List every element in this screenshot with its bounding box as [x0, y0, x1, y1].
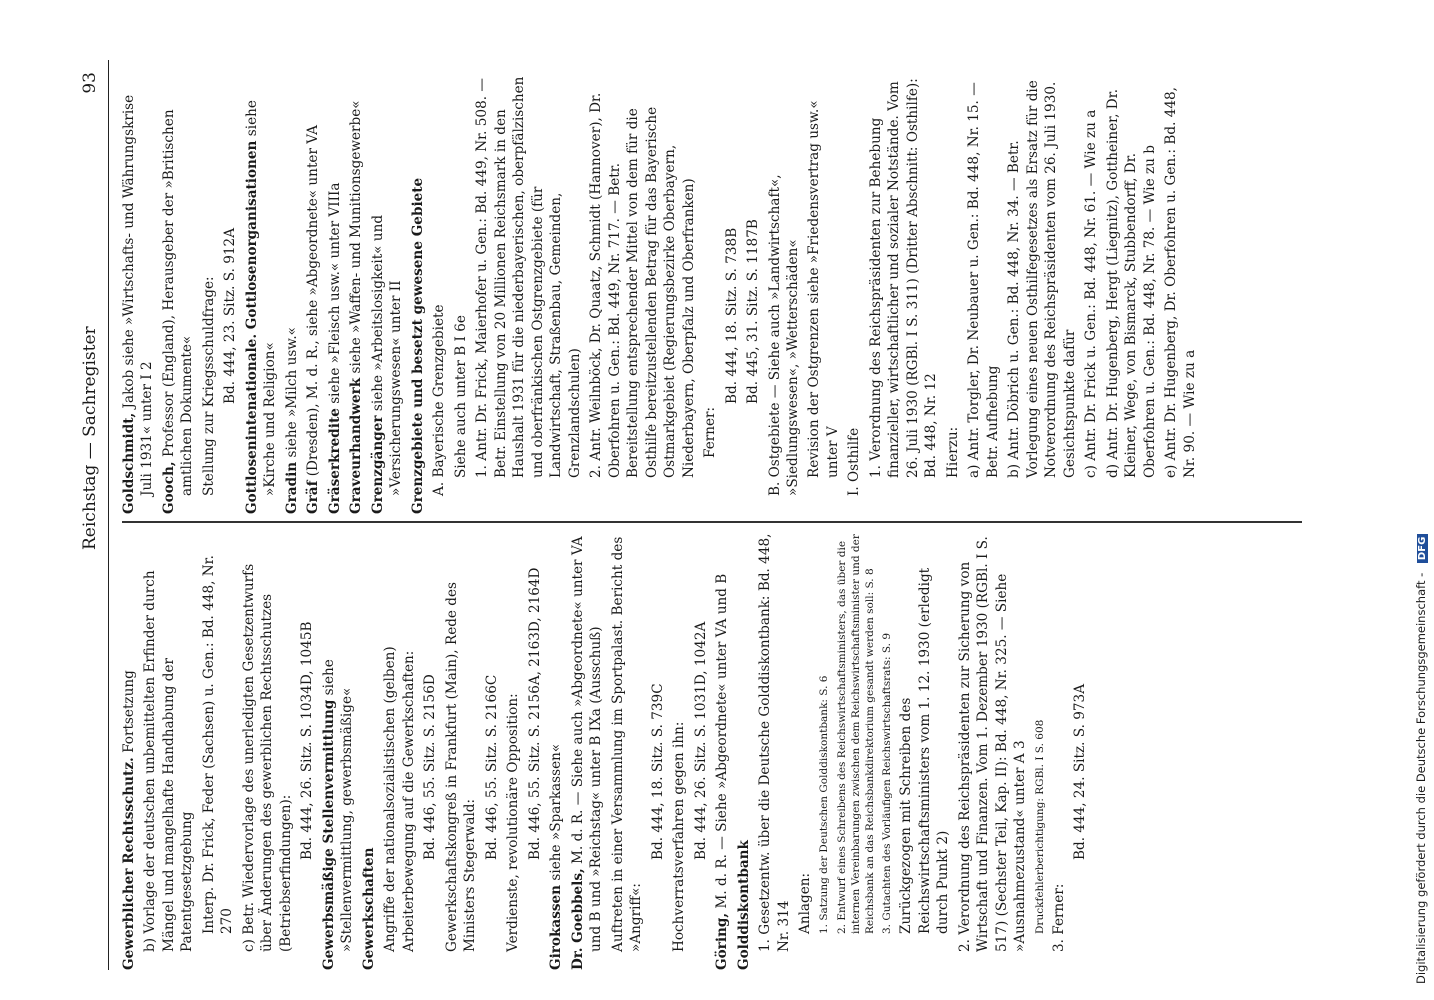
page-header: [78, 60, 109, 970]
subentry: b) Vorlage der deutschen unbemittelten Erfinder durch Mängel und mangelhafte Handhabung der Patentgesetzgebung: [142, 570, 196, 952]
volume-reference: Bd. 446, 55. Sitz. S. 2166C: [483, 674, 500, 860]
subentry: Hochverratsverfahren gegen ihn:: [671, 721, 688, 952]
entry-text: M. d. R. — Siehe »Abgeordnete« unter VA und B: [714, 573, 731, 913]
entry-heading: Gräf: [305, 480, 322, 514]
index-entry: [304, 74, 322, 514]
entry-heading: Gradin: [283, 461, 300, 514]
subentry: Interp. Dr. Frick, Feder (Sachsen) u. Gen.: Bd. 448, Nr. 270: [200, 555, 236, 934]
entry-heading: Graveurhandwerk: [348, 377, 365, 514]
subentry: Gewerkschaftskongreß in Frankfurt (Main), Rede des Ministers Stegerwald:: [443, 581, 479, 952]
entry-text: siehe »Stellenvermittlung, gewerbsmäßige«: [320, 659, 356, 952]
funding-note: [1414, 0, 1434, 984]
subentry: 2. Verordnung des Reichspräsidenten zur Sicherung von Wirtschaft und Finanzen. Vom 1. Dezember 1930 (RGBl. I S. 517) (Sechster Teil, Kap. II): Bd. 448, Nr. 325. — Siehe »Ausnahmezustand« unter A 3: [956, 536, 1029, 952]
entry-text: siehe »Sparkassen«: [548, 743, 565, 885]
subentry: Revision der Ostgrenzen siehe »Friedensvertrag usw.« unter V: [806, 100, 841, 478]
volume-reference: Bd. 446, 55. Sitz. S. 2156D: [422, 674, 439, 860]
volume-reference: Bd. 445, 31. Sitz. S. 1187B: [745, 219, 762, 404]
entry-text: siehe »Waffen- und Munitionsgewerbe«: [348, 100, 365, 378]
entry-heading: Gewerkschaften: [360, 847, 377, 970]
subentry: Druckfehlerberichtigung: RGBl. I S. 608: [1033, 719, 1046, 934]
subentry: I. Osthilfe: [846, 427, 863, 496]
subentry: Hierzu:: [944, 426, 961, 478]
entry-heading: Golddiskontbank: [735, 840, 752, 970]
entry-text: (Dresden), M. d. R., siehe »Abgeordnete« unter VA: [305, 125, 322, 481]
subentry: Stellung zur Kriegsschuldfrage:: [200, 276, 217, 496]
subentry: b) Antr. Döbrich u. Gen.: Bd. 448, Nr. 34. — Betr. Vorlegung eines neuen Osthilfegesetzes als Ersatz für die Notverordnung des Reichspräsidenten vom 26. Juli 1930. Gesichtspunkte dafür: [1006, 80, 1078, 478]
index-entry: [120, 74, 157, 514]
entry-text: Jakob siehe »Wirtschafts- und Währungskrise Juli 1931« unter I 2: [121, 94, 156, 496]
index-entry: [569, 530, 606, 970]
subentry: Ferner:: [702, 406, 719, 458]
volume-reference: Bd. 444, 18. Sitz. S. 739C: [649, 683, 666, 860]
subentry: c) Antr. Dr. Frick u. Gen.: Bd. 448, Nr. 61. — Wie zu a: [1083, 109, 1100, 478]
side-margin-strip: [1412, 4, 1434, 994]
subentry: Auftreten in einer Versammlung im Sportpalast. Bericht des »Angriff«:: [609, 536, 645, 952]
subentry: e) Antr. Dr. Hugenberg, Dr. Oberfohren u. Gen.: Bd. 448, Nr. 90. — Wie zu a: [1163, 87, 1198, 478]
subentry: Zurückgezogen mit Schreiben des Reichswirtschaftsministers vom 1. 12. 1930 (erledigt durch Punkt 2): [898, 567, 952, 934]
index-entry: [160, 74, 197, 514]
entry-text: Professor (England), Herausgeber der »Britischen amtlichen Dokumente«: [160, 109, 196, 496]
subentry: d) Antr. Dr. Hugenberg, Hergt (Liegnitz), Gottheiner, Dr. Kleiner, Wege, von Bismarck, Stubbendorff, Dr. Oberfohren u. Gen.: Bd. 448, Nr. 78. — Wie zu b: [1104, 88, 1158, 478]
volume-reference: Bd. 444, 26. Sitz. S. 1031D, 1042A: [692, 621, 709, 860]
rotated-page: [60, 60, 1350, 970]
volume-reference: Bd. 446, 55. Sitz. S. 2156A, 2163D, 2164D: [526, 567, 543, 860]
dfg-logo: DFG: [1417, 534, 1428, 563]
index-entry: [360, 530, 378, 970]
subentry: 1. Verordnung des Reichspräsidenten zur Behebung finanzieller, wirtschaftlicher und sozialer Notstände. Vom 26. Juli 1930 (RGBl. I S. 311) (Dritter Abschnitt: Osthilfe): Bd. 448, Nr. 12: [867, 78, 940, 478]
subentry: 1. Gesetzentw. über die Deutsche Golddiskontbank: Bd. 448, Nr. 314: [757, 533, 792, 952]
index-entry: [283, 74, 301, 514]
funding-text: Digitalisierung gefördert durch die Deutsche Forschungsgemeinschaft -: [1414, 572, 1428, 984]
right-column: [120, 74, 1320, 514]
entry-text: Fortsetzung: [121, 670, 137, 758]
left-column: [120, 530, 1320, 970]
subentry: Verdienste, revolutionäre Opposition:: [505, 693, 522, 952]
running-title: Reichstag — Sachregister: [80, 326, 100, 550]
subentry: 2. Antr. Weilnböck, Dr. Quaatz, Schmidt (Hannover), Dr. Oberfohren u. Gen.: Bd. 449, Nr. 717. — Betr. Bereitstellung entsprechender Mittel von dem für die Osthilfe bereitzustellenden Betrag für das Bayerische Ostmarkgebiet (Regierungsbezirke Oberbayern, Niederbayern, Oberpfalz und Oberfranken): [588, 92, 697, 478]
index-entry: [409, 74, 427, 514]
volume-reference: Bd. 444, 26. Sitz. S. 1034D, 1045B: [299, 621, 316, 860]
subentry: A. Bayerische Grenzgebiete: [431, 304, 448, 496]
index-entry: [320, 530, 357, 970]
subentry: c) Betr. Wiedervorlage des unerledigten Gesetzentwurfs über Änderungen des gewerblichen Rechtsschutzes (Betriebserfindungen):: [240, 563, 294, 952]
volume-reference: Bd. 444, 18. Sitz. S. 738B: [723, 227, 740, 404]
page-number: 93: [80, 72, 100, 94]
entry-text: siehe »Kirche und Religion«: [243, 100, 279, 496]
entry-text: siehe »Fleisch usw.« unter VIIIa: [326, 182, 343, 409]
volume-reference: Bd. 444, 23. Sitz. S. 912A: [222, 227, 239, 404]
index-entry: [120, 530, 138, 970]
entry-heading: Grenzgebiete und besetzt gewesene Gebiete: [409, 177, 426, 514]
entry-heading: Girokassen: [548, 884, 565, 970]
entry-text: siehe »Milch usw.«: [283, 327, 300, 462]
subentry: 2. Entwurf eines Schreibens des Reichswirtschaftsministers, das über die internen Vereinbarungen zwischen dem Reichswirtschaftsminister und der Reichsbank an das Reichsbankdirektorium gesandt werden soll: S. 8: [835, 534, 876, 934]
subentry: Siehe auch unter B I 6e: [452, 315, 469, 478]
index-entry: [735, 530, 753, 970]
volume-reference: Bd. 444, 24. Sitz. S. 973A: [1072, 683, 1089, 860]
subentry: 3. Gutachten des Vorläufigen Reichswirtschaftsrats: S. 9: [881, 632, 894, 934]
subentry: 3. Ferner:: [1050, 883, 1067, 952]
subentry: Angriffe der nationalsozialistischen (gelben) Arbeiterbewegung auf die Gewerkschaften:: [382, 646, 417, 952]
entry-heading: Gräserkredite: [326, 408, 343, 514]
entry-heading: Gewerbsmäßige Stellenvermittlung: [320, 699, 337, 970]
entry-heading: Gooch,: [160, 461, 177, 514]
column-divider: [122, 522, 1302, 524]
entry-heading: Grenzgänger: [369, 415, 386, 514]
index-entry: [713, 530, 731, 970]
entry-heading: Göring,: [714, 912, 731, 970]
index-entry: [547, 530, 565, 970]
index-entry: [347, 74, 365, 514]
index-entry: [326, 74, 344, 514]
subentry: Anlagen:: [796, 872, 813, 934]
entry-heading: Goldschmidt,: [121, 412, 137, 514]
entry-heading: Dr. Goebbels,: [569, 868, 586, 970]
index-entry: [243, 74, 280, 514]
subentry: 1. Satzung der Deutschen Golddiskontbank: S. 6: [818, 675, 831, 934]
index-entry: [369, 74, 406, 514]
subentry: 1. Antr. Dr. Frick, Maierhofer u. Gen.: Bd. 449, Nr. 508. — Betr. Einstellung von 20 Millionen Reichsmark in den Haushalt 1931 für die niederbayerischen, oberpfälzischen und oberfränkischen Ostgrenzgebiete (für Landwirtschaft, Straßenbau, Gemeinden, Grenzlandschulen): [474, 76, 583, 478]
entry-text: M. d. R. — Siehe auch »Abgeordnete« unter VA und B und »Reichstag« unter B IXa (Ausschuß): [569, 536, 605, 952]
subentry: B. Ostgebiete — Siehe auch »Landwirtschaft«, »Siedlungswesen«, »Wetterschäden«: [766, 174, 801, 496]
entry-heading: Gewerblicher Rechtsschutz.: [121, 757, 137, 970]
entry-heading: Gottlosenintenationale. Gottlosenorganisationen: [243, 140, 260, 514]
entry-text: siehe »Arbeitslosigkeit« und »Versicherungswesen« unter II: [369, 214, 405, 496]
subentry: a) Antr. Torgler, Dr. Neubauer u. Gen.: Bd. 448, Nr. 15. — Betr. Aufhebung: [966, 82, 1001, 478]
